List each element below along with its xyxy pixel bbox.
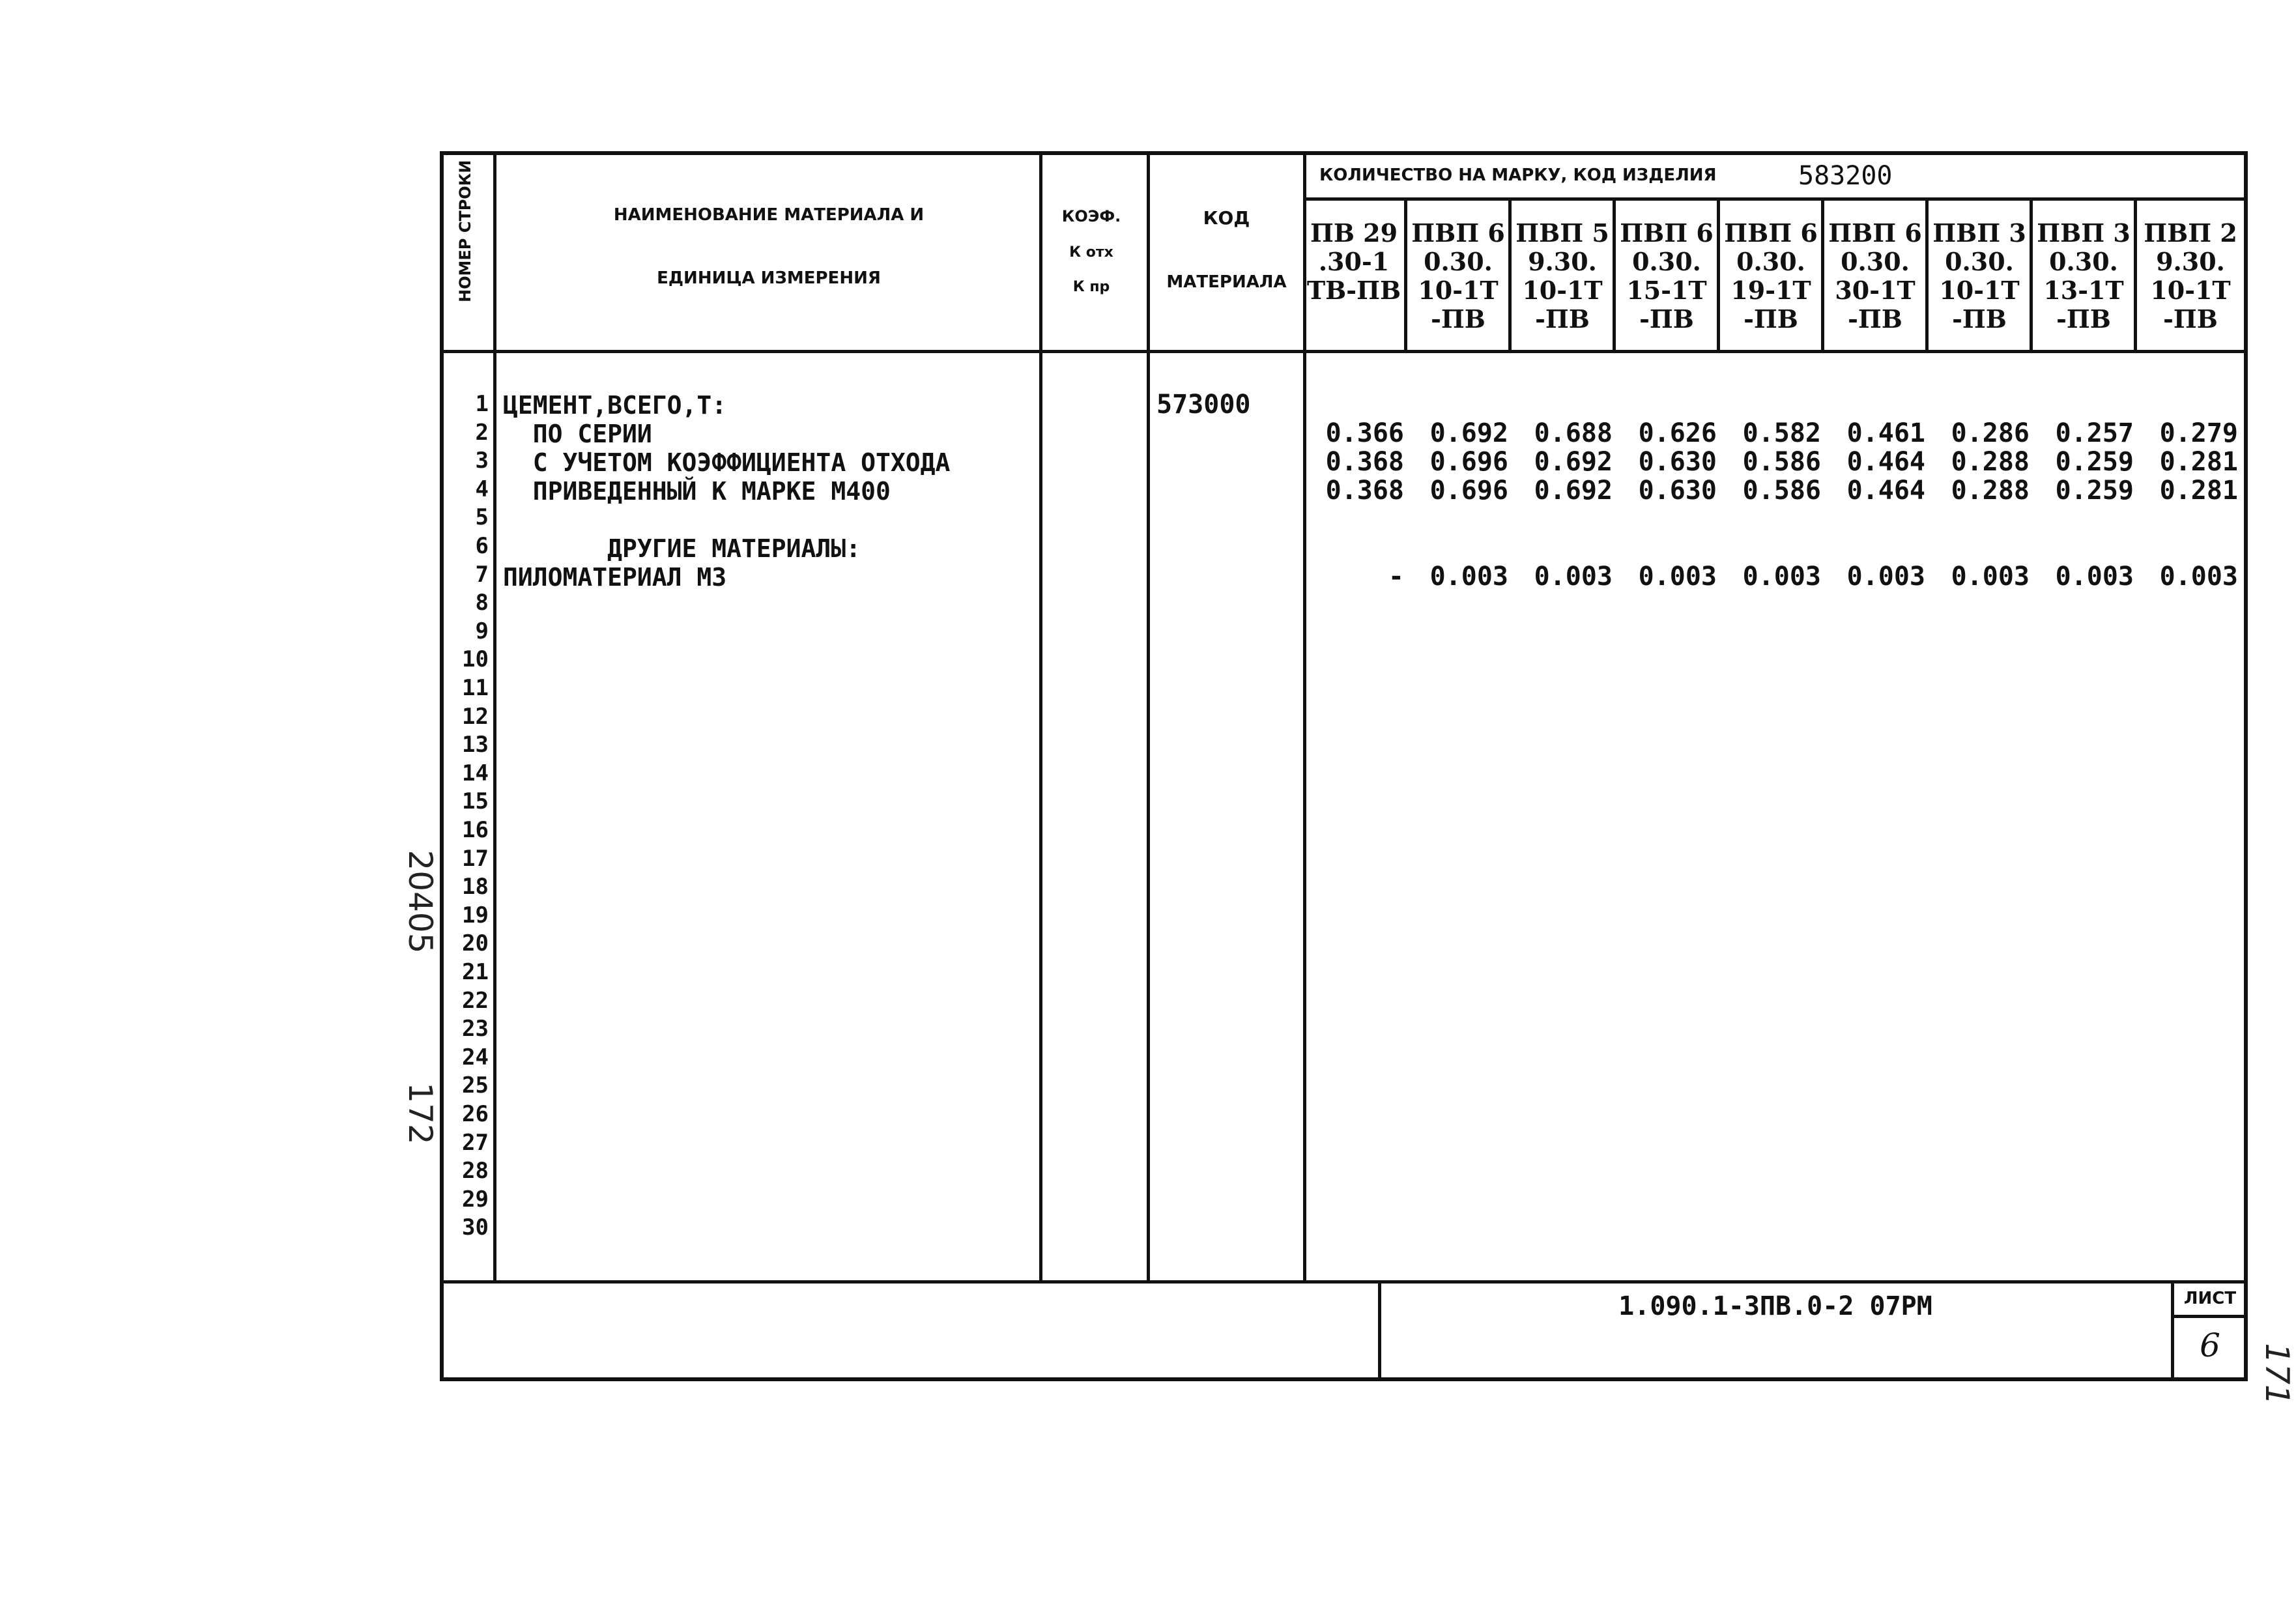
col-line-3 [1147,151,1150,1282]
value-cell: 0.696 [1429,447,1508,477]
value-cell: 0.003 [2055,562,2134,592]
material-row-2: ПО СЕРИИ [503,420,652,448]
value-cell: 0.586 [1742,476,1821,506]
footer-sheet-line [2171,1315,2248,1318]
value-cell: 0.286 [1951,418,2030,448]
value-cell: 0.003 [1534,562,1613,592]
row-number: 6 [475,533,489,559]
subcol-line-2 [1508,197,1512,352]
subcol-line-1 [1404,197,1407,352]
material-name-header-line1: НАИМЕНОВАНИЕ МАТЕРИАЛА И [613,205,925,225]
value-cell: 0.257 [2055,418,2134,448]
margin-right-page: 171 [2258,1343,2296,1405]
subcol-line-7 [2030,197,2033,352]
row-number: 8 [475,590,489,616]
row-number: 21 [462,959,489,985]
row-number: 10 [462,646,489,673]
coef-header-line3: К пр [1072,279,1110,295]
material-row-7: ПИЛОМАТЕРИАЛ М3 [503,563,727,592]
col-head-7: ПВП 3 0.30. 10-1Т -ПВ [1932,218,2026,334]
value-cell: 0.630 [1638,447,1717,477]
value-cell: 0.630 [1638,476,1717,506]
row-number: 13 [462,732,489,758]
value-cell: 0.692 [1429,418,1508,448]
material-row-4: ПРИВЕДЕННЫЙ К МАРКЕ М400 [503,477,891,506]
row-number: 9 [475,618,489,644]
subcol-line-6 [1925,197,1929,352]
value-cell: 0.281 [2159,476,2238,506]
row-number: 17 [462,845,489,872]
col-head-6: ПВП 6 0.30. 30-1Т -ПВ [1828,218,1922,334]
row-number: 7 [475,561,489,588]
row-number: 4 [475,476,489,502]
value-cell: 0.288 [1951,476,2030,506]
sheet-label: ЛИСТ [2183,1289,2237,1308]
value-cell: 0.259 [2055,447,2134,477]
value-cell: 0.688 [1534,418,1613,448]
row-number-header: НОМЕР СТРОКИ [456,160,474,302]
material-name-header-line2: ЕДИНИЦА ИЗМЕРЕНИЯ [657,268,881,288]
row-number: 5 [475,504,489,531]
doc-code: 1.090.1-3ПВ.0-2 07РМ [1618,1291,1932,1321]
quantity-subline [1303,197,2248,201]
subcol-line-4 [1717,197,1720,352]
row-number: 29 [462,1186,489,1212]
col-head-9: ПВП 2 9.30. 10-1Т -ПВ [2144,218,2237,334]
subcol-line-5 [1821,197,1824,352]
value-cell: 0.461 [1846,418,1925,448]
value-cell: 0.003 [1638,562,1717,592]
col-head-3: ПВП 5 9.30. 10-1Т -ПВ [1515,218,1609,334]
row-number: 2 [475,419,489,446]
subcol-line-8 [2134,197,2137,352]
coef-header-line2: К отх [1069,244,1113,261]
row-number: 19 [462,902,489,928]
value-cell: 0.582 [1742,418,1821,448]
margin-left-number: 20405 [401,850,439,954]
value-cell: 0.003 [2159,562,2238,592]
value-cell: 0.288 [1951,447,2030,477]
col-head-2: ПВП 6 0.30. 10-1Т -ПВ [1411,218,1505,334]
value-cell: 0.368 [1325,447,1404,477]
value-cell: 0.003 [1846,562,1925,592]
code-header-line2: МАТЕРИАЛА [1166,272,1287,292]
table-frame [440,151,2248,1381]
product-code: 583200 [1798,161,1893,191]
material-row-1: ЦЕМЕНТ,ВСЕГО,Т: [503,391,727,420]
value-cell: 0.259 [2055,476,2134,506]
header-divider [440,350,2248,353]
col-line-1 [493,151,496,1282]
body-divider [440,1280,2248,1284]
quantity-header: КОЛИЧЕСТВО НА МАРКУ, КОД ИЗДЕЛИЯ [1319,165,1717,185]
row-number: 27 [462,1129,489,1156]
row-number: 1 [475,391,489,417]
value-cell: 0.003 [1429,562,1508,592]
row-number: 18 [462,874,489,900]
row-number: 30 [462,1214,489,1241]
value-cell: 0.586 [1742,447,1821,477]
col-head-1: ПВ 29 .30-1 ТВ-ПВ [1306,218,1401,305]
footer-line-1 [1378,1280,1381,1381]
row-number: 25 [462,1072,489,1099]
value-cell: 0.003 [1951,562,2030,592]
value-cell: - [1388,562,1404,592]
value-cell: 0.003 [1742,562,1821,592]
code-header-line1: КОД [1203,207,1250,229]
material-row-3: С УЧЕТОМ КОЭФФИЦИЕНТА ОТХОДА [503,448,951,477]
row-number: 23 [462,1016,489,1042]
col-head-8: ПВП 3 0.30. 13-1Т -ПВ [2037,218,2131,334]
value-cell: 0.692 [1534,476,1613,506]
material-row-6: ДРУГИЕ МАТЕРИАЛЫ: [503,534,861,563]
value-cell: 0.464 [1846,447,1925,477]
row-number: 11 [462,675,489,701]
row-number: 26 [462,1101,489,1127]
value-cell: 0.368 [1325,476,1404,506]
col-line-2 [1039,151,1042,1282]
margin-left-page: 172 [401,1082,439,1145]
col-line-4 [1303,151,1306,1282]
material-code: 573000 [1156,390,1251,420]
row-number: 3 [475,448,489,474]
value-cell: 0.692 [1534,447,1613,477]
row-number: 16 [462,817,489,843]
value-cell: 0.626 [1638,418,1717,448]
row-number: 14 [462,760,489,786]
col-head-4: ПВП 6 0.30. 15-1Т -ПВ [1620,218,1714,334]
row-number: 20 [462,930,489,957]
coef-header-line1: КОЭФ. [1061,207,1121,225]
row-number: 12 [462,703,489,730]
row-number: 24 [462,1044,489,1070]
col-head-5: ПВП 6 0.30. 19-1Т -ПВ [1724,218,1818,334]
value-cell: 0.366 [1325,418,1404,448]
row-number: 28 [462,1158,489,1184]
value-cell: 0.279 [2159,418,2238,448]
row-number: 22 [462,987,489,1014]
subcol-line-3 [1613,197,1616,352]
value-cell: 0.696 [1429,476,1508,506]
sheet-number: 6 [2200,1327,2220,1364]
value-cell: 0.281 [2159,447,2238,477]
row-number: 15 [462,788,489,815]
value-cell: 0.464 [1846,476,1925,506]
